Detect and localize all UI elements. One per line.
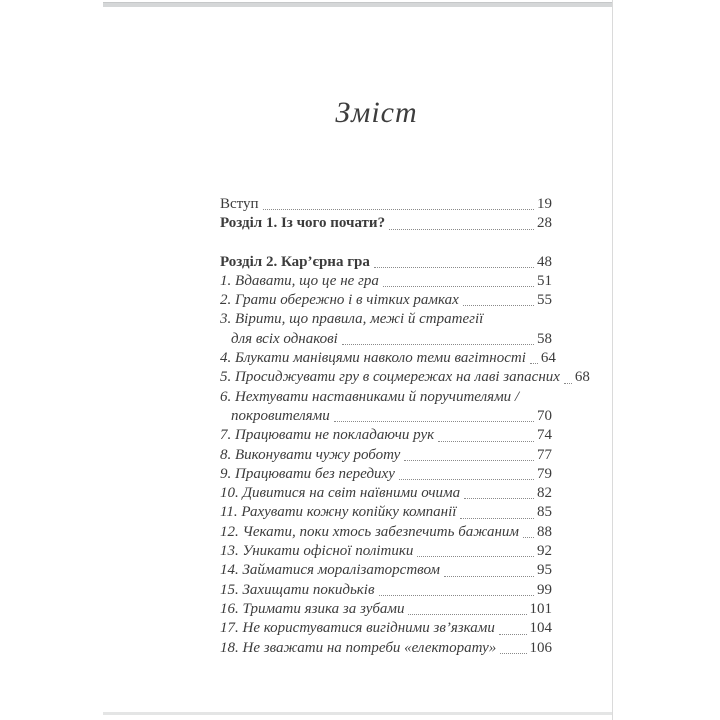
toc-page-number: 82	[537, 485, 552, 502]
toc-entry[interactable]	[220, 310, 552, 349]
toc-entry-text: 12. Чекати, поки хтось забезпечить бажаним	[220, 523, 520, 540]
toc-entry[interactable]	[220, 272, 552, 291]
toc-page-number: 77	[537, 446, 552, 463]
toc-page-number: 68	[574, 369, 590, 386]
toc-entry-text: покровителями	[231, 407, 330, 424]
dot-leader	[499, 634, 527, 635]
toc-entry-text: 5. Просиджувати гру в соцмережах на лаві запасних	[220, 369, 560, 386]
dot-leader	[564, 383, 572, 384]
toc-entry-text: 2. Грати обережно і в чітких рамках	[220, 292, 459, 309]
toc-entry[interactable]	[220, 639, 552, 658]
toc-entry-text: 7. Працювати не покладаючи рук	[220, 427, 435, 444]
toc-entry-text: 9. Працювати без передиху	[220, 465, 395, 482]
toc-entry[interactable]	[220, 426, 552, 445]
toc-entry[interactable]	[220, 195, 552, 214]
toc-entry[interactable]	[220, 446, 552, 465]
toc-entry-text: 10. Дивитися на світ наївними очима	[220, 485, 461, 502]
dot-leader	[530, 363, 538, 364]
toc-entry-text: 13. Уникати офісної політики	[220, 543, 414, 560]
page-title: Зміст	[335, 96, 418, 129]
toc-entry-text: 11. Рахувати кожну копійку компанії	[220, 504, 457, 521]
toc-page-number: 51	[537, 272, 552, 289]
dot-leader	[500, 653, 526, 654]
toc-entry-text: 3. Вірити, що правила, межі й стратегії	[220, 311, 484, 328]
toc-entry-text: Розділ 2. Кар’єрна гра	[220, 253, 370, 270]
toc-entry[interactable]	[220, 561, 552, 580]
toc-entry[interactable]	[220, 465, 552, 484]
dot-leader	[464, 498, 534, 499]
toc-page-number: 74	[537, 427, 552, 444]
toc-page-number: 19	[537, 196, 552, 212]
dot-leader	[523, 537, 534, 538]
dot-leader	[374, 267, 534, 268]
dot-leader	[379, 595, 535, 596]
toc-entry[interactable]	[220, 388, 552, 427]
toc-list	[220, 195, 590, 658]
toc-page-number: 85	[537, 504, 552, 521]
toc-entry[interactable]	[220, 542, 552, 561]
toc-entry-text: 6. Нехтувати наставниками й поручителями /	[220, 388, 520, 405]
dot-leader	[417, 556, 534, 557]
dot-leader	[334, 421, 534, 422]
toc-entry[interactable]	[220, 503, 552, 522]
toc-entry[interactable]	[220, 349, 556, 368]
dot-leader	[383, 286, 534, 287]
dot-leader	[342, 344, 534, 345]
toc-entry-text: Вступ	[220, 196, 259, 212]
toc-page-number: 64	[540, 350, 556, 367]
dot-leader	[404, 460, 534, 461]
toc-page-number: 55	[537, 292, 552, 309]
toc-entry-text: 15. Захищати покидьків	[220, 581, 375, 598]
toc-entry[interactable]	[220, 484, 552, 503]
toc-page-number: 95	[537, 562, 552, 579]
dot-leader	[399, 479, 534, 480]
toc-entry[interactable]	[220, 368, 590, 387]
page-bottom-edge	[103, 712, 612, 715]
toc-entry[interactable]	[220, 523, 552, 542]
toc-entry[interactable]	[220, 581, 552, 600]
toc-entry[interactable]	[220, 214, 552, 233]
toc-page-number: 48	[537, 253, 552, 270]
toc-page-number: 99	[537, 581, 552, 598]
toc-page-number: 92	[537, 543, 552, 560]
toc-page-number: 88	[537, 523, 552, 540]
toc-page-number: 79	[537, 465, 552, 482]
toc-page-number: 70	[537, 407, 552, 424]
book-page	[103, 0, 613, 720]
toc-entry[interactable]	[220, 253, 552, 272]
toc-page-number: 106	[529, 639, 552, 656]
toc-entry-text: 4. Блукати манівцями навколо теми вагітності	[220, 350, 526, 367]
dot-leader	[444, 576, 534, 577]
dot-leader	[408, 614, 526, 615]
toc-page-number: 101	[529, 600, 552, 617]
toc-page-number: 104	[529, 620, 552, 637]
dot-leader	[389, 229, 534, 230]
dot-leader	[438, 441, 534, 442]
dot-leader	[460, 518, 534, 519]
toc-page-number: 58	[537, 330, 552, 347]
toc-entry-text: 14. Займатися моралізаторством	[220, 562, 440, 579]
dot-leader	[263, 209, 534, 210]
page-top-edge	[103, 2, 612, 7]
toc-entry-text: 17. Не користуватися вигідними зв’язками	[220, 620, 495, 637]
toc-entry-text: Розділ 1. Із чого почати?	[220, 215, 386, 232]
toc-entry-text: 8. Виконувати чужу роботу	[220, 446, 401, 463]
toc-entry-text: для всіх однакові	[231, 330, 338, 347]
toc-entry-text: 18. Не зважати на потреби «електорату»	[220, 639, 497, 656]
toc-entry-text: 16. Тримати язика за зубами	[220, 600, 405, 617]
toc-entry-text: 1. Вдавати, що це не гра	[220, 272, 379, 289]
toc-entry[interactable]	[220, 291, 552, 310]
toc-entry[interactable]	[220, 619, 552, 638]
dot-leader	[463, 305, 534, 306]
toc-entry[interactable]	[220, 600, 552, 619]
toc-page-number: 28	[537, 215, 552, 232]
